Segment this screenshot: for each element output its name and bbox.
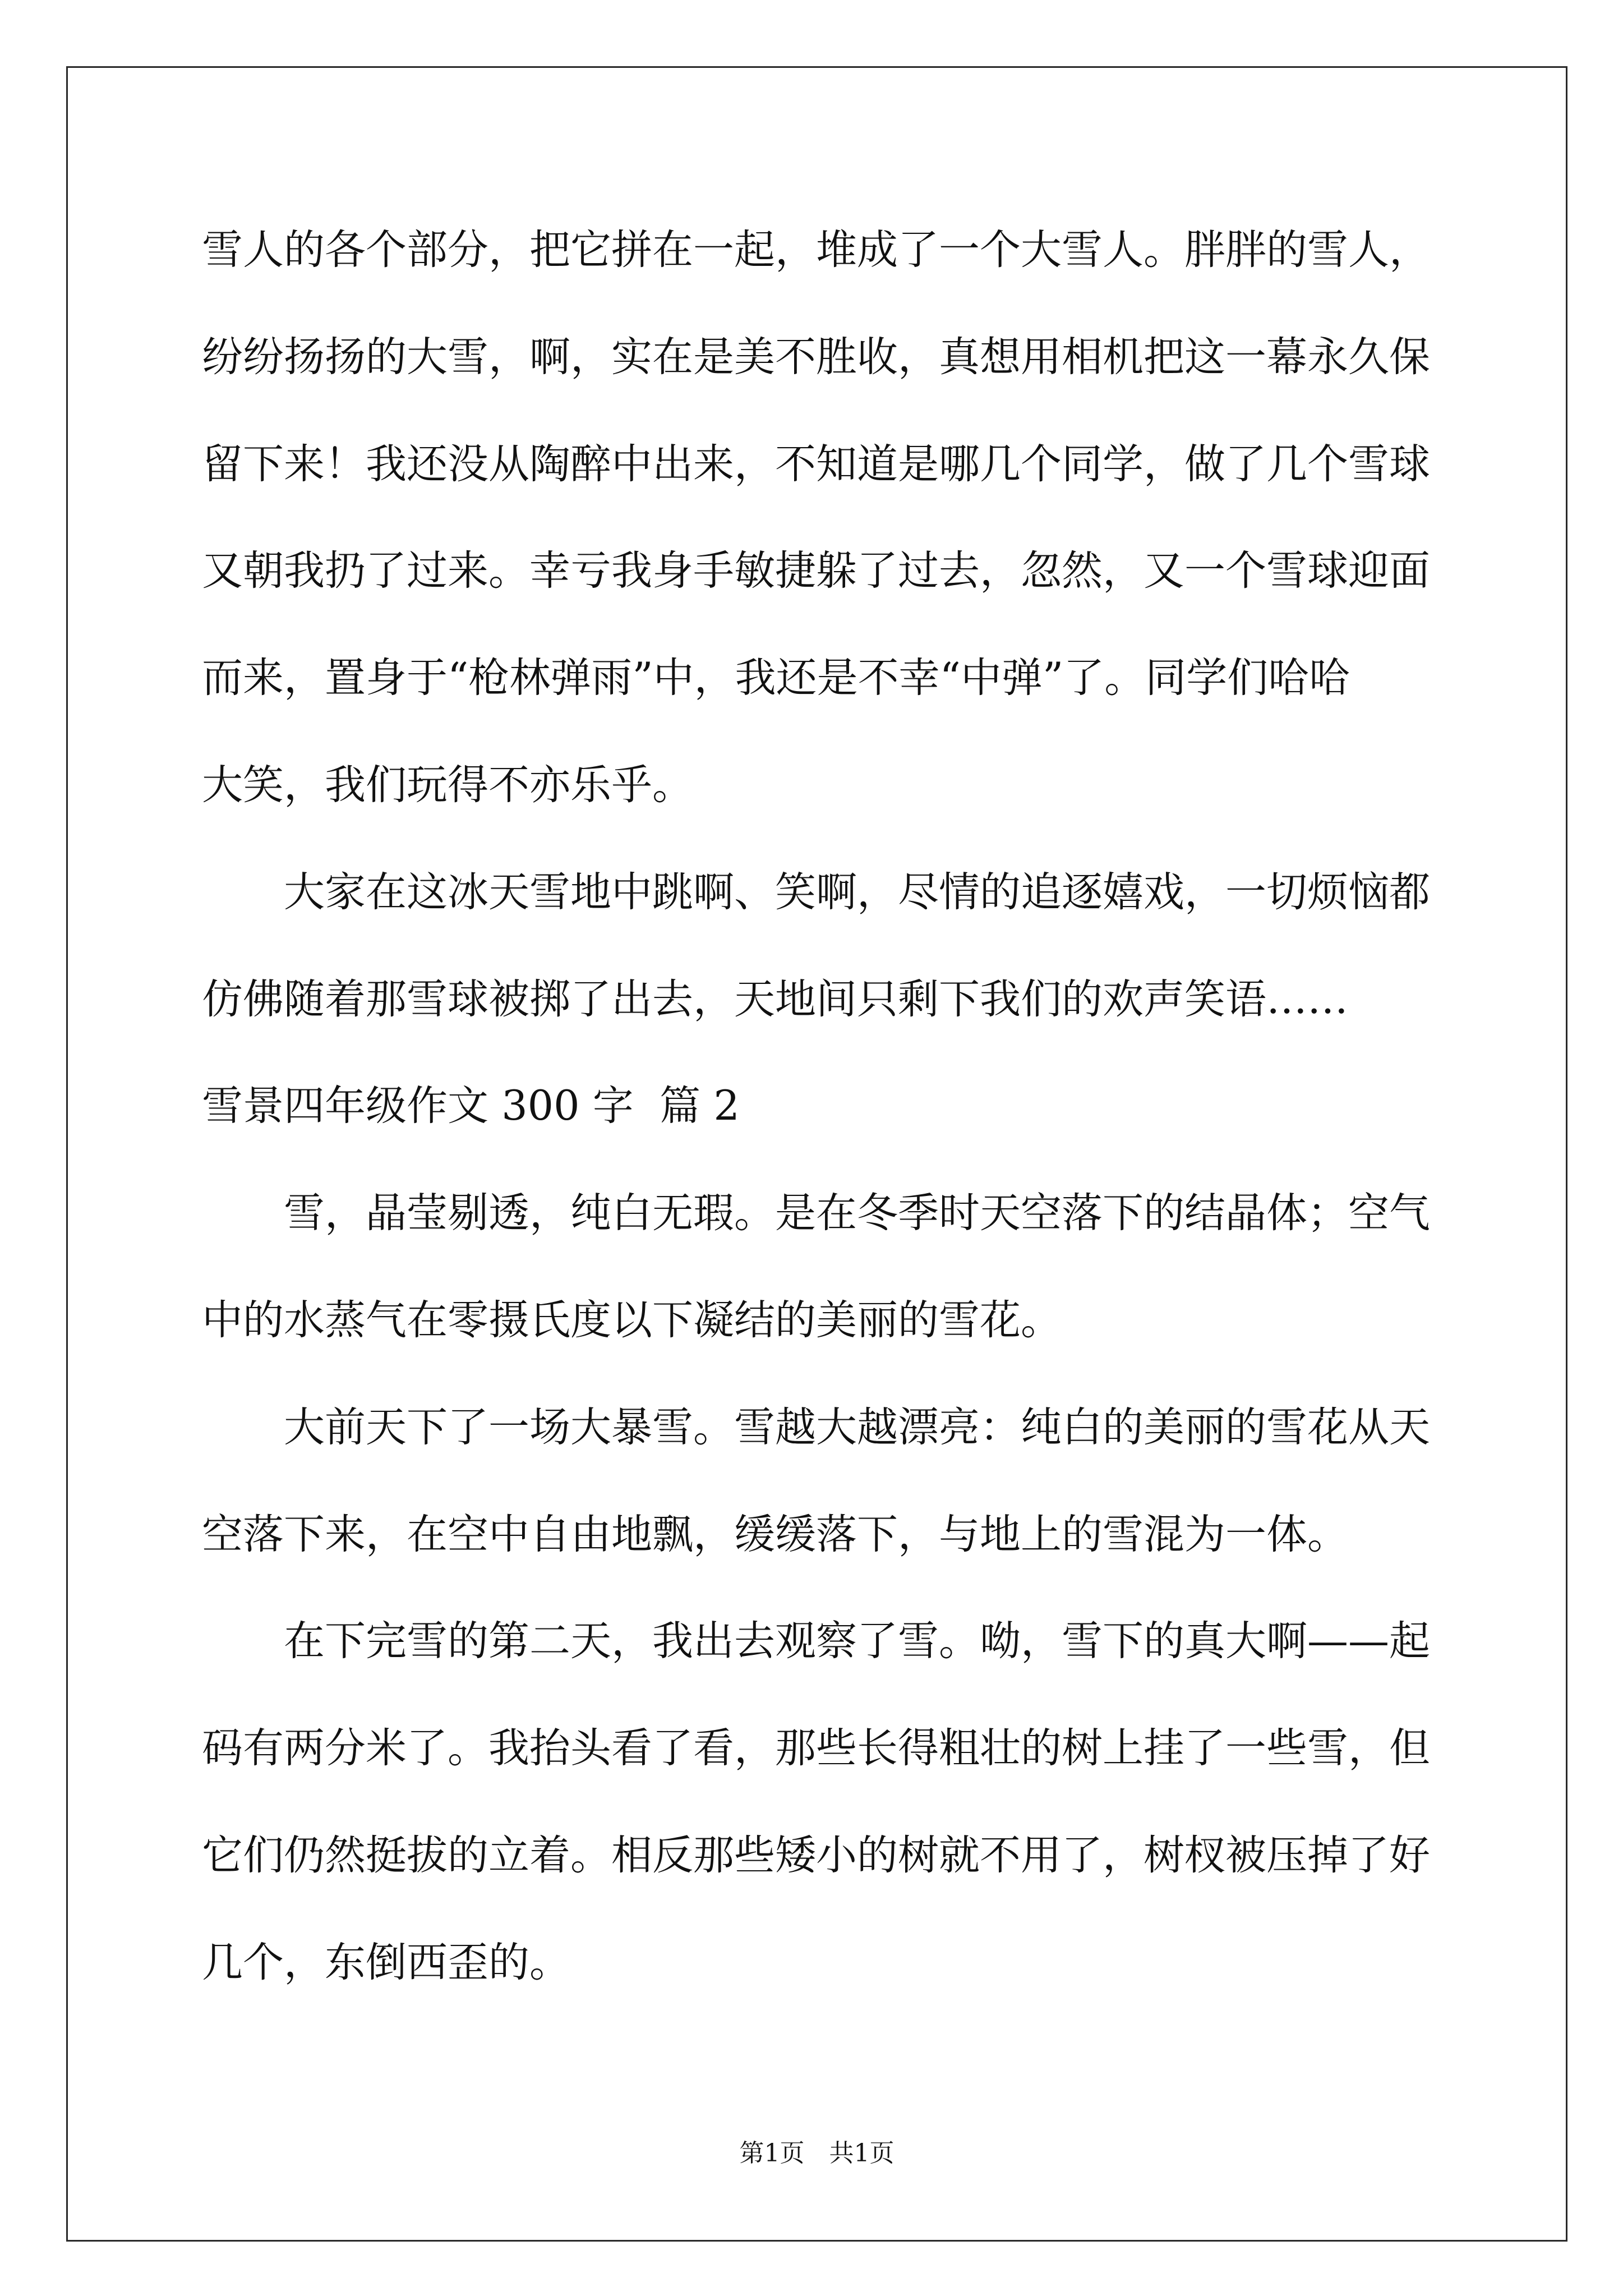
text-line: 留下来！我还没从陶醉中出来，不知道是哪几个同学，做了几个雪球 [202, 440, 1430, 488]
paragraph [202, 839, 1469, 1053]
text-line: 在下完雪的第二天，我出去观察了雪。呦，雪下的真大啊——起 [284, 1617, 1430, 1665]
text-line: 雪，晶莹剔透，纯白无瑕。是在冬季时天空落下的结晶体；空气 [284, 1189, 1430, 1237]
text-line: 大家在这冰天雪地中跳啊、笑啊，尽情的追逐嬉戏，一切烦恼都 [284, 868, 1430, 916]
text-line: 雪人的各个部分，把它拼在一起，堆成了一个大雪人。胖胖的雪人， [202, 226, 1430, 274]
paragraph [202, 1160, 1469, 1374]
text-line: 它们仍然挺拔的立着。相反那些矮小的树就不用了，树杈被压掉了好 [202, 1831, 1430, 1879]
text-line: 大笑，我们玩得不亦乐乎。 [202, 761, 693, 809]
text-line: 而来，置身于“枪林弹雨”中，我还是不幸“中弹”了。同学们哈哈 [202, 654, 1350, 702]
text-line: 几个，东倒西歪的。 [202, 1938, 570, 1986]
paragraph [202, 197, 1469, 839]
heading-text: 雪景四年级作文 300 字 篇 2 [202, 1082, 740, 1130]
text-line: 码有两分米了。我抬头看了看，那些长得粗壮的树上挂了一些雪，但 [202, 1724, 1430, 1773]
text-line: 大前天下了一场大暴雪。雪越大越漂亮：纯白的美丽的雪花从天 [284, 1403, 1430, 1451]
text-line: 仿佛随着那雪球被掷了出去，天地间只剩下我们的欢声笑语…… [202, 975, 1348, 1023]
paragraph [202, 1588, 1469, 2016]
text-line: 空落下来，在空中自由地飘，缓缓落下，与地上的雪混为一体。 [202, 1510, 1348, 1558]
text-line: 纷纷扬扬的大雪，啊，实在是美不胜收，真想用相机把这一幕永久保 [202, 333, 1430, 381]
paragraph [202, 1374, 1469, 1589]
text-line: 中的水蒸气在零摄氏度以下凝结的美丽的雪花。 [202, 1296, 1062, 1344]
text-line: 又朝我扔了过来。幸亏我身手敏捷躲了过去，忽然，又一个雪球迎面 [202, 547, 1430, 595]
page-number-footer: 第1页 共1页 [739, 2139, 895, 2168]
document-body [202, 197, 1469, 2017]
section-heading [202, 1053, 1469, 1160]
